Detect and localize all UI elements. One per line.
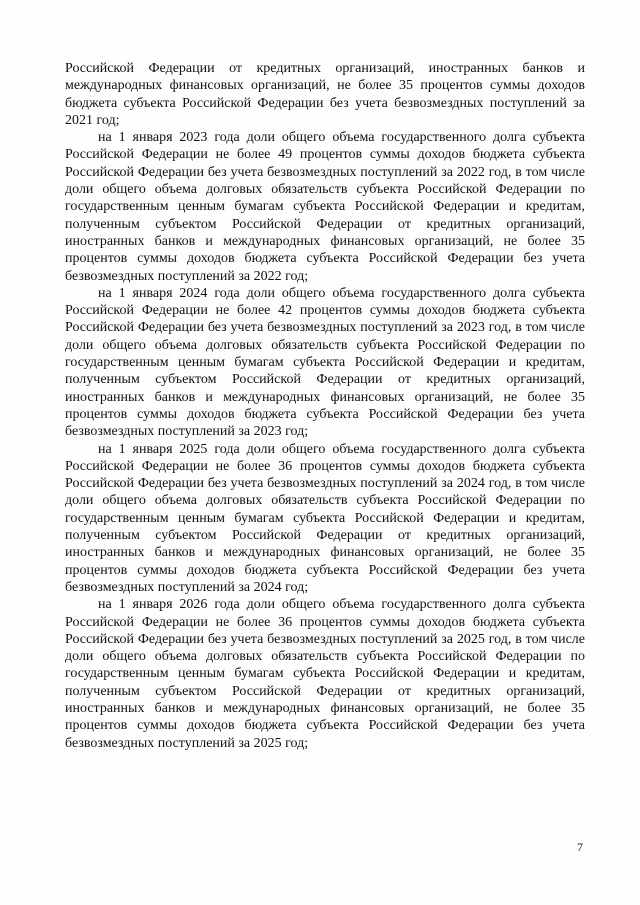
page-number: 7 — [577, 840, 583, 854]
paragraph-2023: на 1 января 2023 года доли общего объема государственного долга субъекта Российской Федерации не более 49 процентов суммы доходов бюджета субъекта Российской Федерации без учета безвозмездных поступлений за 2022 год, в том числе доли общего объема долговых обязательств субъекта Российской Федерации по государственным ценным бумагам субъекта Российской Федерации и кредитам, полученным субъектом Российской Федерации от кредитных организаций, иностранных банков и международных финансовых организаций, не более 35 процентов суммы доходов бюджета субъекта Российской Федерации без учета безвозмездных поступлений за 2022 год; — [65, 130, 585, 284]
paragraph-2025: на 1 января 2025 года доли общего объема государственного долга субъекта Российской Федерации не более 36 процентов суммы доходов бюджета субъекта Российской Федерации без учета безвозмездных поступлений за 2024 год, в том числе доли общего объема долговых обязательств субъекта Российской Федерации по государственным ценным бумагам субъекта Российской Федерации и кредитам, полученным субъектом Российской Федерации от кредитных организаций, иностранных банков и международных финансовых организаций, не более 35 процентов суммы доходов бюджета субъекта Российской Федерации без учета безвозмездных поступлений за 2024 год; — [65, 441, 585, 595]
body-text — [65, 60, 585, 752]
paragraph-continuation: Российской Федерации от кредитных организаций, иностранных банков и международных финансовых организаций, не более 35 процентов суммы доходов бюджета субъекта Российской Федерации без учета безвозмездных поступлений за 2021 год; — [65, 61, 585, 128]
paragraph-2024: на 1 января 2024 года доли общего объема государственного долга субъекта Российской Федерации не более 42 процентов суммы доходов бюджета субъекта Российской Федерации без учета безвозмездных поступлений за 2023 год, в том числе доли общего объема долговых обязательств субъекта Российской Федерации по государственным ценным бумагам субъекта Российской Федерации и кредитам, полученным субъектом Российской Федерации от кредитных организаций, иностранных банков и международных финансовых организаций, не более 35 процентов суммы доходов бюджета субъекта Российской Федерации без учета безвозмездных поступлений за 2023 год; — [65, 285, 585, 440]
paragraph-2026: на 1 января 2026 года доли общего объема государственного долга субъекта Российской Федерации не более 36 процентов суммы доходов бюджета субъекта Российской Федерации без учета безвозмездных поступлений за 2025 год, в том числе доли общего объема долговых обязательств субъекта Российской Федерации по государственным ценным бумагам субъекта Российской Федерации и кредитам, полученным субъектом Российской Федерации от кредитных организаций, иностранных банков и международных финансовых организаций, не более 35 процентов суммы доходов бюджета субъекта Российской Федерации без учета безвозмездных поступлений за 2025 год; — [65, 597, 585, 751]
